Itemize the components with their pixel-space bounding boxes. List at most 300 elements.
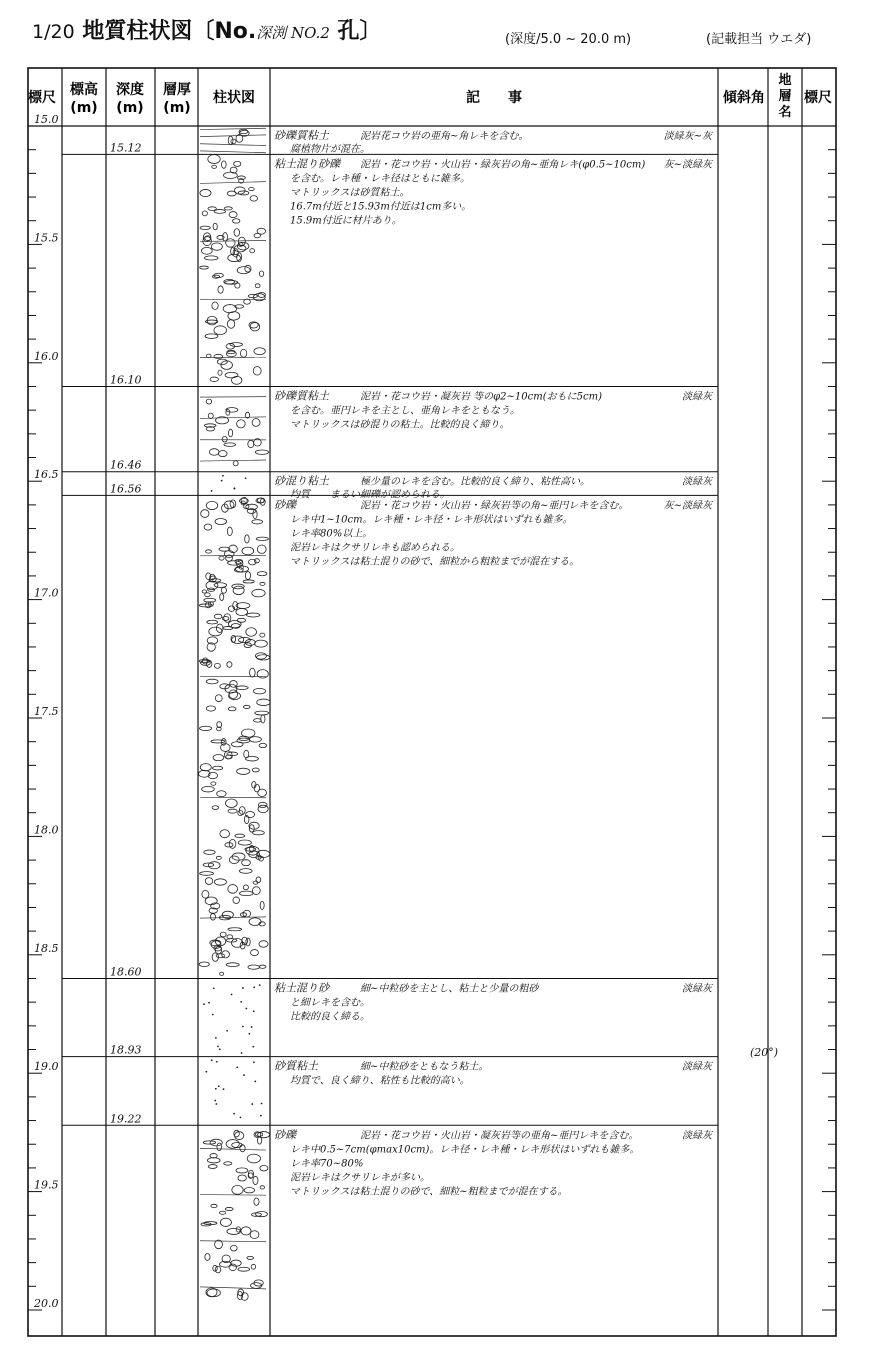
gravel-mark [207, 1289, 220, 1297]
layer-description-line: レキ率70~80% [290, 1158, 364, 1170]
gravel-mark [205, 593, 210, 597]
gravel-mark [241, 1227, 251, 1235]
layer-name: 粘土混り砂礫 [274, 157, 340, 171]
sand-dot [217, 1045, 219, 1047]
sand-dot [253, 1061, 255, 1063]
gravel-mark [246, 811, 255, 817]
gravel-mark [244, 1188, 254, 1193]
gravel-mark [231, 1245, 238, 1251]
gravel-mark [233, 897, 240, 904]
gravel-mark [249, 918, 261, 926]
gravel-mark [232, 219, 239, 223]
layer-description-line: 泥岩・花コウ岩・火山岩・凝灰岩等の亜角~亜円レキを含む。 [360, 1130, 639, 1142]
layer-description-line: 15.9m付近に材片あり。 [290, 215, 402, 227]
svg-text:(m): (m) [163, 100, 191, 116]
gravel-mark [235, 834, 245, 837]
gravel-mark [206, 679, 218, 684]
svg-text:深度: 深度 [116, 82, 144, 98]
layer-name: 砂礫 [274, 1128, 296, 1142]
gravel-mark [204, 256, 218, 260]
layer-name: 粘土混り砂 [274, 981, 329, 995]
gravel-mark [255, 640, 268, 647]
gravel-mark [220, 1261, 232, 1267]
gravel-mark [257, 572, 267, 576]
gravel-mark [220, 830, 230, 838]
gravel-mark [214, 210, 225, 214]
gravel-mark [204, 850, 215, 854]
layer-description-line: 16.7m付近と15.93m付近は1cm多い。 [290, 201, 472, 213]
scale-label: 17.5 [34, 705, 59, 718]
col-depth [116, 81, 144, 116]
gravel-mark [239, 891, 253, 895]
gravel-mark [231, 139, 236, 143]
layer-depth-label: 16.10 [110, 373, 142, 387]
sand-dot [215, 1037, 217, 1039]
recorder: (記載担当 ウエダ) [706, 32, 812, 47]
gravel-mark [224, 172, 238, 178]
layer-color: 灰~淡緑灰 [663, 159, 712, 171]
gravel-mark [254, 559, 259, 563]
scale-label: 19.0 [34, 1060, 59, 1074]
col-formation [778, 72, 791, 120]
sand-dot [231, 994, 233, 996]
gravel-mark [253, 510, 257, 519]
gravel-mark [214, 663, 220, 668]
gravel-mark [247, 613, 260, 617]
bedding-line [200, 182, 266, 184]
gravel-mark [208, 1165, 217, 1169]
gravel-mark [250, 1231, 259, 1239]
sand-dot [254, 1081, 256, 1083]
gravel-mark [237, 768, 250, 774]
sand-dot [259, 984, 261, 986]
gravel-mark [251, 1264, 255, 1269]
gravel-mark [200, 189, 211, 196]
gravel-mark [250, 950, 258, 956]
gravel-mark [227, 662, 232, 668]
col-scale-right: 標尺 [804, 90, 832, 106]
sand-dot [251, 1103, 253, 1105]
gravel-mark [212, 806, 219, 810]
gravel-mark [238, 237, 245, 246]
layer-description-line: マトリックスは砂質粘土。 [290, 187, 410, 199]
gravel-mark [211, 782, 216, 785]
gravel-mark [259, 271, 263, 276]
gravel-mark [257, 1137, 261, 1144]
gravel-mark [226, 239, 235, 247]
sand-dot [253, 986, 255, 988]
sand-dot [236, 1066, 238, 1068]
gravel-mark [210, 914, 215, 921]
gravel-mark [233, 461, 238, 466]
gravel-mark [233, 586, 244, 595]
gravel-mark [228, 885, 238, 894]
gravel-mark [254, 719, 262, 723]
col-scale-left: 標尺 [28, 90, 56, 106]
gravel-mark [238, 1267, 250, 1271]
gravel-mark [213, 223, 217, 230]
layer-description-line: レキ中0.5~7cm(φmax10cm)。レキ径・レキ種・レキ形状はいずれも雑多。 [290, 1144, 640, 1156]
gravel-mark [247, 1154, 260, 1163]
gravel-mark [200, 872, 214, 876]
svg-text:(m): (m) [70, 100, 98, 116]
gravel-mark [228, 136, 233, 144]
gravel-mark [206, 501, 217, 509]
layer-color: 淡緑灰 [682, 476, 712, 488]
gravel-mark [229, 1264, 236, 1271]
gravel-mark [206, 550, 212, 553]
sand-dot [216, 1061, 218, 1063]
gravel-mark [237, 176, 245, 180]
gravel-mark [222, 436, 227, 442]
gravel-mark [214, 354, 223, 358]
layer-name: 砂礫質粘土 [274, 129, 329, 142]
gravel-mark [227, 527, 232, 536]
svg-text:層: 層 [778, 89, 792, 104]
gravel-mark [232, 376, 242, 384]
depth-range: (深度/5.0 ~ 20.0 m) [505, 32, 632, 47]
sand-dot [203, 1003, 205, 1005]
gravel-mark [259, 743, 267, 747]
gravel-mark [228, 928, 242, 931]
gravel-mark [233, 601, 238, 609]
gravel-mark [261, 715, 265, 723]
gravel-mark [252, 419, 260, 427]
gravel-mark [231, 742, 243, 747]
gravel-mark [252, 887, 260, 895]
gravel-mark [227, 935, 233, 939]
gravel-mark [250, 196, 257, 202]
gravel-mark [253, 366, 261, 375]
gravel-mark [259, 941, 268, 948]
gravel-mark [260, 582, 265, 585]
gravel-mark [224, 443, 236, 447]
dip-note: (20°) [750, 1046, 779, 1059]
col-thickness [163, 81, 191, 116]
layer-description-line: 細~中粒砂をともなう粘土。 [360, 1061, 489, 1073]
layer-description-line: 泥岩花コウ岩の亜角~角レキを含む。 [360, 131, 529, 142]
scale-label: 16.5 [34, 468, 59, 482]
gravel-mark [257, 850, 270, 857]
gravel-mark [214, 879, 226, 885]
scale-label: 17.0 [34, 586, 59, 600]
layer-description-line: 細~中粒砂を主とし、粘土と少量の粗砂 [360, 983, 539, 995]
gravel-mark [207, 620, 218, 624]
gravel-mark [205, 878, 213, 885]
gravel-mark [250, 249, 255, 253]
gravel-mark [214, 614, 222, 619]
gravel-mark [216, 856, 221, 859]
bedding-line [200, 1241, 266, 1242]
gravel-mark [224, 1162, 232, 1165]
sand-dot [241, 1052, 243, 1054]
scale-ratio: 1/20 [32, 21, 75, 43]
gravel-mark [238, 811, 243, 816]
sand-dot [211, 490, 213, 492]
scale-label: 19.5 [34, 1178, 59, 1192]
gravel-mark [256, 877, 261, 883]
gravel-mark [211, 740, 225, 743]
gravel-mark [200, 726, 212, 730]
gravel-mark [254, 348, 265, 355]
sand-dot [233, 487, 235, 489]
gravel-mark [257, 545, 266, 553]
gravel-mark [256, 537, 268, 540]
gravel-mark [255, 450, 268, 454]
gravel-mark [253, 1176, 258, 1184]
svg-text:名: 名 [778, 105, 792, 120]
gravel-mark [215, 1266, 221, 1273]
gravel-mark [212, 302, 218, 309]
gravel-mark [249, 188, 255, 191]
gravel-mark [206, 354, 211, 357]
layer-name: 砂礫質粘土 [274, 389, 329, 403]
gravel-mark [201, 510, 209, 518]
scale-label: 15.0 [34, 113, 59, 126]
gravel-mark [236, 1168, 248, 1173]
gravel-mark [260, 1165, 268, 1171]
layer-description-line: 泥岩・花コウ岩・凝灰岩 等のφ2~10cm(おもに5cm) [360, 391, 602, 403]
gravel-mark [247, 1256, 254, 1259]
layer-name: 砂質粘土 [274, 1059, 318, 1073]
bedding-line [200, 128, 266, 129]
gravel-mark [246, 756, 259, 760]
gravel-mark [211, 1204, 217, 1207]
gravel-mark [238, 840, 251, 845]
sand-dot [221, 480, 223, 482]
gravel-mark [239, 869, 252, 874]
gravel-mark [214, 326, 227, 335]
gravel-mark [201, 247, 212, 254]
col-description: 記 事 [466, 90, 522, 106]
gravel-mark [244, 299, 251, 304]
gravel-mark [232, 1185, 243, 1194]
layer-color: 淡緑灰 [682, 1130, 712, 1142]
layer-description-line: 比較的良く締る。 [290, 1011, 370, 1023]
sand-dot [240, 1001, 242, 1003]
gravel-mark [234, 161, 241, 166]
scale-label: 18.5 [34, 941, 59, 955]
svg-text:地: 地 [778, 73, 792, 88]
title-text: 地質柱状図〔No. [82, 19, 257, 44]
layer-color: 淡緑灰~灰 [663, 131, 712, 142]
gravel-mark [236, 686, 248, 690]
sand-dot [248, 1033, 250, 1035]
scale-label: 20.0 [34, 1297, 59, 1310]
scale-label: 16.0 [34, 349, 59, 363]
layer-description-line: マトリックスは砂混りの粘土。比較的良く締り。 [290, 419, 510, 431]
gravel-mark [240, 1145, 245, 1152]
gravel-mark [224, 207, 232, 210]
gravel-mark [234, 229, 240, 237]
gravel-mark [219, 1211, 225, 1214]
bedding-line [200, 460, 266, 461]
bedding-line [200, 1195, 266, 1196]
gravel-mark [255, 711, 269, 715]
gravel-mark [209, 627, 222, 636]
sand-dot [261, 1103, 263, 1105]
gravel-mark [225, 799, 237, 808]
sand-dot [242, 987, 244, 989]
sand-dot [243, 1074, 245, 1076]
gravel-mark [217, 1143, 222, 1151]
gravel-mark [204, 524, 212, 530]
gravel-mark [259, 965, 266, 968]
layer-depth-label: 16.46 [110, 458, 142, 472]
scale-label: 18.0 [34, 823, 59, 837]
gravel-mark [200, 266, 209, 269]
gravel-mark [225, 1207, 233, 1210]
sand-dot [223, 1088, 225, 1090]
gravel-mark [211, 243, 222, 250]
layer-description-line: 泥岩レキはクサリレキも認められる。 [290, 542, 460, 554]
sand-dot [222, 475, 224, 477]
layer-depth-label: 18.60 [110, 965, 142, 979]
gravel-mark [260, 633, 265, 637]
gravel-mark [206, 660, 212, 667]
gravel-mark [218, 451, 227, 457]
layer-depth-label: 19.22 [110, 1112, 142, 1126]
gravel-mark [220, 593, 224, 600]
sand-dot [252, 1046, 254, 1048]
layer-description-line: と細レキを含む。 [290, 997, 370, 1009]
layer-description-line: レキ率80%以上。 [290, 528, 373, 540]
gravel-mark [215, 519, 227, 525]
gravel-mark [200, 226, 210, 229]
gravel-mark [232, 853, 245, 860]
gravel-mark [252, 520, 263, 524]
gravel-mark [227, 320, 234, 329]
gravel-mark [236, 1227, 240, 1232]
gravel-mark [252, 589, 265, 597]
gravel-mark [212, 165, 217, 168]
gravel-mark [248, 965, 260, 969]
gravel-mark [246, 938, 250, 946]
gravel-mark [245, 535, 250, 543]
layer-color: 淡緑灰 [682, 983, 712, 995]
gravel-mark [223, 305, 237, 313]
gravel-mark [205, 334, 218, 339]
col-dip: 傾斜角 [723, 90, 765, 106]
layer-name: 砂混り粘土 [274, 474, 329, 488]
gravel-mark [227, 1228, 241, 1234]
gravel-mark [222, 161, 227, 168]
gravel-mark [257, 699, 271, 705]
layer-color: 淡緑灰 [682, 391, 712, 403]
gravel-mark [222, 504, 229, 512]
gravel-mark [202, 786, 215, 792]
gravel-mark [237, 420, 246, 428]
sand-dot [233, 1113, 235, 1115]
layer-description-line: 均質 まるい細礫が認められる。 [290, 489, 450, 501]
gravel-mark [250, 668, 256, 677]
svg-text:(m): (m) [116, 100, 144, 116]
gravel-mark [215, 695, 222, 702]
gravel-mark [200, 764, 211, 771]
sand-dot [213, 987, 215, 989]
gravel-mark [213, 766, 223, 770]
gravel-mark [203, 1141, 215, 1144]
layer-color: 淡緑灰 [682, 1061, 712, 1073]
gravel-mark [199, 962, 209, 966]
title-suffix: 孔〕 [337, 19, 382, 44]
layer-description-line: を含む。亜円レキを主とし、亜角レキをともなう。 [290, 405, 520, 417]
gravel-mark [202, 211, 207, 216]
sand-dot [208, 1002, 210, 1004]
gravel-mark [236, 609, 248, 616]
gravel-mark [213, 754, 224, 760]
layer-name: 砂礫 [274, 498, 296, 512]
gravel-mark [246, 628, 257, 637]
gravel-mark [245, 572, 250, 580]
col-figure: 柱状図 [213, 90, 255, 106]
sand-dot [219, 1048, 221, 1050]
layer-color: 灰~淡緑灰 [663, 500, 712, 512]
sand-dot [253, 1010, 255, 1012]
sand-dot [218, 1085, 220, 1087]
gravel-mark [207, 1158, 220, 1163]
sand-dot [245, 1008, 247, 1010]
gravel-mark [208, 413, 213, 418]
sand-dot [205, 1071, 207, 1073]
scale-label: 15.5 [34, 231, 59, 245]
gravel-mark [255, 284, 260, 288]
gravel-mark [258, 789, 267, 796]
layer-description-line: 泥岩レキはクサリレキが多い。 [290, 1172, 430, 1184]
layer-depth-label: 18.93 [110, 1043, 142, 1057]
gravel-mark [248, 440, 254, 447]
gravel-mark [228, 707, 236, 711]
gravel-mark [260, 1186, 264, 1189]
gravel-mark [228, 254, 241, 261]
gravel-mark [249, 737, 261, 743]
svg-text:標高: 標高 [70, 82, 98, 98]
gravel-mark [202, 890, 209, 898]
gravel-mark [237, 267, 250, 274]
sand-dot [215, 1103, 217, 1105]
sand-dot [242, 1026, 244, 1028]
layer-depth-label: 16.56 [110, 482, 142, 496]
gravel-mark [208, 155, 220, 164]
layer-description-line: マトリックスは粘土混りの砂で、細粒~粗粒までが混在する。 [290, 1186, 568, 1198]
gravel-mark [243, 885, 248, 890]
gravel-mark [254, 233, 260, 237]
gravel-mark [229, 212, 237, 218]
layer-description-line: 均質で、良く締り、粘性も比較的高い。 [290, 1075, 470, 1087]
sand-dot [226, 1030, 228, 1032]
gravel-mark [210, 377, 218, 381]
gravel-mark [230, 500, 236, 508]
gravel-mark [221, 361, 233, 370]
layer-description-line: レキ中1~10cm。レキ種・レキ径・レキ形状はいずれも雑多。 [290, 514, 573, 526]
layer-depth-label: 15.12 [110, 141, 142, 155]
gravel-mark [224, 614, 231, 623]
gravel-mark [218, 286, 223, 293]
gravel-mark [206, 399, 211, 404]
gravel-mark [238, 1175, 246, 1181]
gravel-mark [206, 706, 215, 711]
sand-dot [212, 1014, 214, 1016]
gravel-mark [225, 372, 238, 377]
gravel-mark [240, 349, 246, 357]
layer-description-line: 泥岩・花コウ岩・火山岩・緑灰岩等の角~亜円レキを含む。 [360, 500, 629, 512]
gravel-mark [234, 187, 245, 194]
gravel-mark [252, 768, 259, 772]
gravel-mark [230, 343, 242, 347]
hole-name: 深渕 NO.2 [256, 24, 330, 42]
gravel-mark [243, 705, 250, 708]
layer-description-line: 腐植物片が混在。 [290, 144, 370, 155]
